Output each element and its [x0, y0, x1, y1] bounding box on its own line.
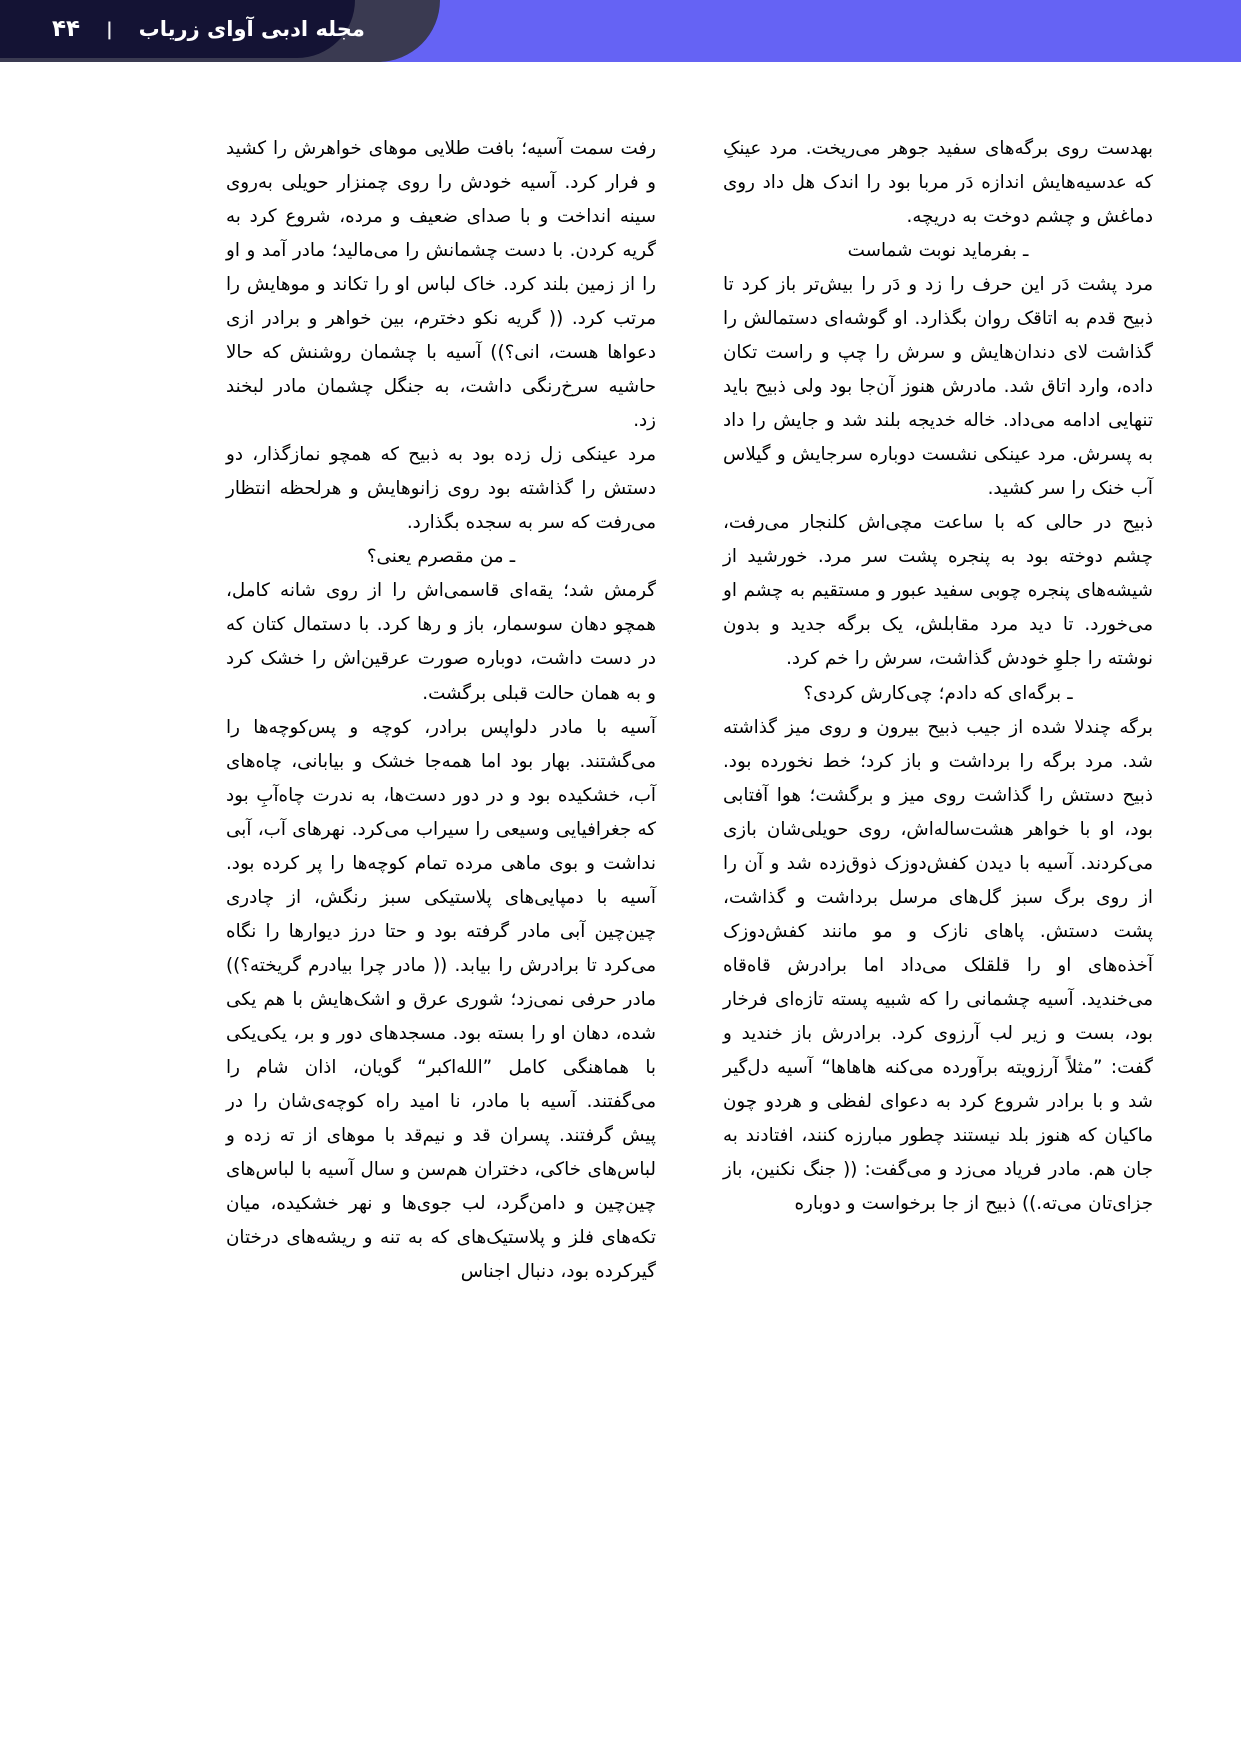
paragraph: آسیه با مادر دلواپس برادر، کوچه و پس‌کوچه‌ها را می‌گشتند. بهار بود اما همه‌جا خشک و بیابانی، چاه‌های آب، خشکیده بود و در دور دست‌ها، به ندرت چاه‌آبِ بود که جغرافیایی وسیعی را سیراب می‌کرد. نهرهای آب، آبی نداشت و بوی ماهی مرده تمام کوچه‌ها را پر کرده بود. آسیه با دمپایی‌های پلاستیکی سبز رنگش، از چادری چین‌چین آبی مادر گرفته بود و حتا درز دیوارها را نگاه می‌کرد تا برادرش را بیابد. (( مادر چرا بیادرم گریخته؟)) مادر حرفی نمی‌زد؛ شوری عرق و اشک‌هایش با هم یکی شده، دهان او را بسته بود. مسجدهای دور و بر، یکی‌یکی با هماهنگی کامل ”الله‌اکبر“ گویان، اذان شام را می‌گفتند. آسیه با مادر، نا امید راه کوچه‌ی‌شان را در پیش گرفتند. پسران قد و نیم‌قد با موهای از ته زده و لباس‌های خاکی، دختران هم‌سن و سال آسیه با لباس‌های چین‌چین و دامن‌گرد، لب جوی‌ها و نهر خشکیده، میان تکه‌های فلز و پلاستیک‌های که به تنه و ریشه‌های درختان گیر‌کرده بود، دنبال اجناس — [226, 716, 656, 1283]
paragraph: مرد پشت دَر این حرف را زد و دَر را بیش‌تر باز کرد تا ذبیح قدم به اتاقک روان بگذارد. او گوشه‌ای دستمالش را گذاشت لای دندان‌هایش و سرش را چپ و راست تکان داده، وارد اتاق شد. مادرش هنوز آن‌جا بود ولی ذبیح باید تنهایی ادامه می‌داد. خاله خدیجه بلند شد و جایش را داد به پسرش. مرد عینکی نشست دوباره سرجایش و گیلاس آب خنک را سر کشید. — [723, 274, 1153, 500]
paragraph: رفت سمت آسیه؛ بافت طلایی موهای خواهرش را کشید و فرار کرد. آسیه خودش را روی چمنزار حویلی به‌روی سینه انداخت و با صدای ضعیف و مرده، شروع کرد به گریه کردن. با دست چشمانش را می‌مالید؛ مادر آمد و او را از زمین بلند کرد. خاک لباس او را تکاند و موهایش را مرتب کرد. (( گریه نکو دخترم، بین خواهر و برادر ازی دعواها هست، انی؟)) آسیه با چشمان روشنش که حالا حاشیه سرخ‌رنگی داشت، به جنگل چشمان مادر لبخند زد. — [226, 138, 656, 432]
page-number: ۴۴ — [52, 16, 81, 42]
paragraph: مرد عینکی زل زده بود به ذبیح که همچو نمازگذار، دو دستش را گذاشته بود روی زانوهایش و هرلحظه انتظار می‌رفت که سر به سجده بگذارد. — [226, 444, 656, 534]
paragraph: برگه چندلا شده از جیب ذبیح بیرون و روی میز گذاشته شد. مرد برگه را برداشت و باز کرد؛ خط نخورده بود. ذبیح دستش را گذاشت روی میز و برگشت؛ هوا آفتابی بود، او با خواهر هشت‌ساله‌اش، روی حویلی‌شان بازی می‌کردند. آسیه با دیدن کفش‌دوزک ذوق‌زده شد و آن را از روی برگ سبز گل‌های مرسل برداشت و گذاشت، پشت دستش. پاهای نازک و مو مانند کفش‌دوزک آخذه‌های او را قلقلک می‌داد اما برادرش قاه‌قاه می‌خندید. آسیه چشمانی را که شبیه پسته تازه‌ای فرخار بود، بست و زیر لب آرزوی کرد. برادرش باز خندید و گفت: ”مثلاً آرزویته برآورده می‌کنه هاهاها“ آسیه دل‌گیر شد و با برادر شروع کرد به دعوای لفظی و هردو چون ماکیان که هنوز بلد نیستند چطور مبارزه کنند، افتادند به جان هم. مادر فریاد می‌زد و می‌گفت: (( جنگ نکنین، باز جزای‌تان می‌ته.)) ذبیح از جا برخواست و دوباره — [723, 716, 1153, 1214]
paragraph-dialogue: ـ من مقصرم یعنی؟ — [366, 546, 516, 568]
text-column-left — [226, 132, 656, 1632]
magazine-title: مجله ادبی آوای زریاب — [138, 17, 365, 41]
paragraph: بهدست روی برگه‌های سفید جوهر می‌ریخت. مرد عینکِ که عدسیه‌هایش اندازه دَر مربا بود را اندک هل داد روی دماغش و چشم دوخت به دریچه. — [723, 138, 1153, 228]
header-pill — [0, 0, 365, 58]
paragraph: ذبیح در حالی که با ساعت مچی‌اش کلنجار می‌رفت، چشم دوخته بود به پنجره پشت سر مرد. خورشید از شیشه‌های پنجره چوبی سفید عبور و مستقیم به چشم او می‌خورد. تا دید مرد مقابلش، یک برگه جدید و بدون نوشته را جلوِ خودش گذاشت، سرش را خم کرد. — [723, 512, 1153, 670]
header-inner — [0, 16, 365, 42]
paragraph-dialogue: ـ بفرماید نوبت شماست — [847, 240, 1029, 262]
paragraph: گرمش شد؛ یقه‌ای قاسمی‌اش را از روی شانه کامل، همچو دهان سوسمار، باز و رها کرد. با دستمال کتان که در دست داشت، دوباره صورت عرقین‌اش را خشک کرد و به همان حالت قبلی برگشت. — [226, 580, 656, 704]
paragraph-dialogue: ـ برگه‌ای که دادم؛ چی‌کارش کردی؟ — [803, 682, 1073, 704]
text-column-right — [723, 132, 1153, 1632]
page-header — [0, 0, 1241, 62]
header-separator: | — [106, 18, 113, 40]
article-body — [88, 132, 1153, 1632]
